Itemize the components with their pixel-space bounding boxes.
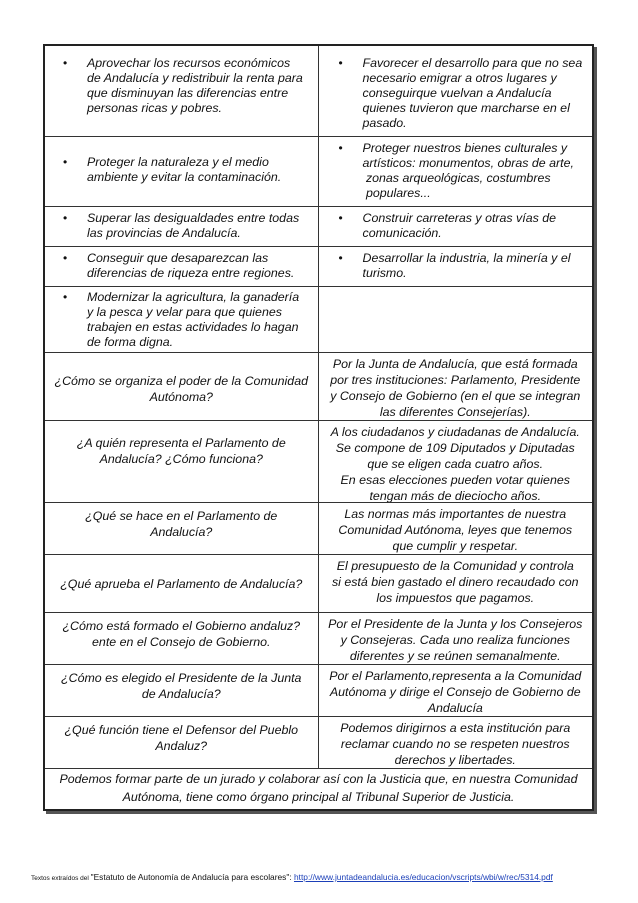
answer-line: Autónoma y dirige el Consejo de Gobierno de xyxy=(329,685,581,699)
answer-line: diferentes y se reúnen semanalmente. xyxy=(349,649,561,663)
objective-text-line: Modernizar la agricultura, la ganadería xyxy=(87,290,300,304)
objective-cell-left xyxy=(45,247,319,286)
question-line: ¿Cómo es elegido el Presidente de la Junta xyxy=(61,671,302,685)
qa-row xyxy=(45,554,592,612)
objective-cell-right xyxy=(319,287,593,352)
question-line: Autónoma? xyxy=(149,390,213,404)
objective-text-line: turismo. xyxy=(362,266,407,280)
question-line: ¿Qué función tiene el Defensor del Pueblo xyxy=(64,723,298,737)
answer-line: por tres instituciones: Parlamento, Presidente xyxy=(330,373,581,387)
objective-text-line: Favorecer el desarrollo para que no sea xyxy=(362,56,583,70)
footer-prefix: Textos extraídos del xyxy=(31,875,91,882)
objective-cell-right xyxy=(319,46,593,136)
objective-text-line: conseguirque vuelvan a Andalucía xyxy=(362,86,552,100)
answer-cell xyxy=(319,353,593,420)
answer-cell xyxy=(319,613,593,664)
answer-line: si está bien gastado el dinero recaudado con xyxy=(331,575,579,589)
bullet-icon: • xyxy=(338,211,343,225)
question-cell xyxy=(45,353,319,420)
answer-line: que se eligen cada cuatro años. xyxy=(367,457,544,471)
answer-line: y Consejo de Gobierno (en el que se integran xyxy=(330,389,581,403)
objective-row xyxy=(45,286,592,352)
answer-line: Comunidad Autónoma, leyes que tenemos xyxy=(338,523,573,537)
question-cell xyxy=(45,665,319,716)
objective-cell-left xyxy=(45,287,319,352)
answer-line: Por la Junta de Andalucía, que está formada xyxy=(332,357,578,371)
objective-text-line: de Andalucía y redistribuir la renta para xyxy=(87,71,303,85)
qa-row xyxy=(45,664,592,716)
answer-line: reclamar cuando no se respeten nuestros xyxy=(340,737,570,751)
objective-text-line: necesario emigrar a otros lugares y xyxy=(362,71,557,85)
objective-text-line: ambiente y evitar la contaminación. xyxy=(87,170,282,184)
answer-cell xyxy=(319,717,593,768)
objective-text-line: quienes tuvieron que marcharse en el xyxy=(362,101,570,115)
bullet-icon: • xyxy=(63,155,68,169)
source-footer xyxy=(31,872,553,882)
question-cell xyxy=(45,555,319,612)
objective-row xyxy=(45,246,592,286)
content-table xyxy=(43,44,594,811)
answer-line: Por el Parlamento,representa a la Comunidad xyxy=(329,669,582,683)
answer-line: y Consejeras. Cada uno realiza funciones xyxy=(340,633,570,647)
bullet-icon: • xyxy=(338,251,343,265)
answer-line: Por el Presidente de la Junta y los Consejeros xyxy=(328,617,583,631)
answer-line: Las normas más importantes de nuestra xyxy=(344,507,567,521)
answer-cell xyxy=(319,421,593,502)
qa-row xyxy=(45,716,592,768)
bullet-icon: • xyxy=(338,56,343,70)
footer-title: "Estatuto de Autonomía de Andalucía para escolares": xyxy=(90,872,294,882)
closing-text-line: Podemos formar parte de un jurado y colaborar así con la Justicia que, en nuestra Comunidad xyxy=(59,772,578,786)
answer-line: A los ciudadanos y ciudadanas de Andalucía. xyxy=(330,425,580,439)
answer-cell xyxy=(319,555,593,612)
question-line: ¿Qué aprueba el Parlamento de Andalucía? xyxy=(60,577,303,591)
objective-cell-left xyxy=(45,207,319,246)
objective-text-line: de forma digna. xyxy=(87,335,174,349)
objective-text-line: populares... xyxy=(362,186,431,200)
question-line: ¿Cómo está formado el Gobierno andaluz? xyxy=(62,619,301,633)
answer-line: En esas elecciones pueden votar quienes xyxy=(340,473,570,487)
question-cell xyxy=(45,421,319,502)
qa-row xyxy=(45,612,592,664)
objective-text-line: Conseguir que desaparezcan las xyxy=(87,251,269,265)
objective-text-line: Superar las desigualdades entre todas xyxy=(87,211,300,225)
answer-cell xyxy=(319,665,593,716)
objective-text-line: Construir carreteras y otras vías de xyxy=(362,211,557,225)
objective-row xyxy=(45,136,592,206)
objective-text-line: Desarrollar la industria, la minería y el xyxy=(362,251,571,265)
qa-row xyxy=(45,420,592,502)
objective-text-line: que disminuyan las diferencias entre xyxy=(87,86,289,100)
bullet-icon: • xyxy=(63,211,68,225)
closing-cell xyxy=(45,769,592,809)
objective-text-line: Proteger la naturaleza y el medio xyxy=(87,155,269,169)
objective-text-line: artísticos: monumentos, obras de arte, xyxy=(362,156,574,170)
answer-line: El presupuesto de la Comunidad y controla xyxy=(336,559,574,573)
answer-line: Podemos dirigirnos a esta institución para xyxy=(340,721,571,735)
objective-cell-left xyxy=(45,137,319,206)
objective-text-line: Aprovechar los recursos económicos xyxy=(87,56,291,70)
question-line: ¿Qué se hace en el Parlamento de xyxy=(85,509,278,523)
objective-cell-right xyxy=(319,247,593,286)
question-line: ente en el Consejo de Gobierno. xyxy=(92,635,271,649)
answer-line: Se compone de 109 Diputados y Diputadas xyxy=(335,441,575,455)
bullet-icon: • xyxy=(338,141,343,155)
question-cell xyxy=(45,613,319,664)
source-link[interactable]: http://www.juntadeandalucia.es/educacion/vscripts/wbi/w/rec/5314.pdf xyxy=(293,872,553,882)
answer-line: Andalucía xyxy=(427,701,483,715)
answer-line: las diferentes Consejerías). xyxy=(379,405,531,419)
bullet-icon: • xyxy=(63,251,68,265)
objective-text-line: comunicación. xyxy=(362,226,442,240)
question-line: ¿Cómo se organiza el poder de la Comunidad xyxy=(54,374,308,388)
objective-text-line: personas ricas y pobres. xyxy=(87,101,222,115)
objective-cell-right xyxy=(319,137,593,206)
question-cell xyxy=(45,503,319,554)
objective-text-line: diferencias de riqueza entre regiones. xyxy=(87,266,295,280)
qa-row xyxy=(45,502,592,554)
objective-text-line: Proteger nuestros bienes culturales y xyxy=(362,141,568,155)
objective-text-line: y la pesca y velar para que quienes xyxy=(87,305,282,319)
objective-text-line: pasado. xyxy=(362,116,407,130)
question-line: de Andalucía? xyxy=(141,687,221,701)
objective-cell-right xyxy=(319,207,593,246)
bullet-icon: • xyxy=(63,56,68,70)
question-line: ¿A quién representa el Parlamento de xyxy=(76,436,286,450)
qa-row xyxy=(45,352,592,420)
closing-text-line: Autónoma, tiene como órgano principal al Tribunal Superior de Justicia. xyxy=(122,790,515,804)
objective-text-line: zonas arqueológicas, costumbres xyxy=(362,171,551,185)
closing-row xyxy=(45,768,592,809)
question-line: Andalucía? xyxy=(150,525,213,539)
answer-line: tengan más de dieciocho años. xyxy=(369,489,542,503)
question-cell xyxy=(45,717,319,768)
objective-text-line: las provincias de Andalucía. xyxy=(87,226,241,240)
objective-text-line: trabajen en estas actividades lo hagan xyxy=(87,320,299,334)
question-line: Andaluz? xyxy=(155,739,208,753)
objective-row xyxy=(45,46,592,136)
objective-row xyxy=(45,206,592,246)
answer-line: los impuestos que pagamos. xyxy=(376,591,535,605)
answer-line: que cumplir y respetar. xyxy=(392,539,519,553)
answer-line: derechos y libertades. xyxy=(394,753,516,767)
bullet-icon: • xyxy=(63,290,68,304)
answer-cell xyxy=(319,503,593,554)
objective-cell-left xyxy=(45,46,319,136)
question-line: Andalucía? ¿Cómo funciona? xyxy=(99,452,263,466)
